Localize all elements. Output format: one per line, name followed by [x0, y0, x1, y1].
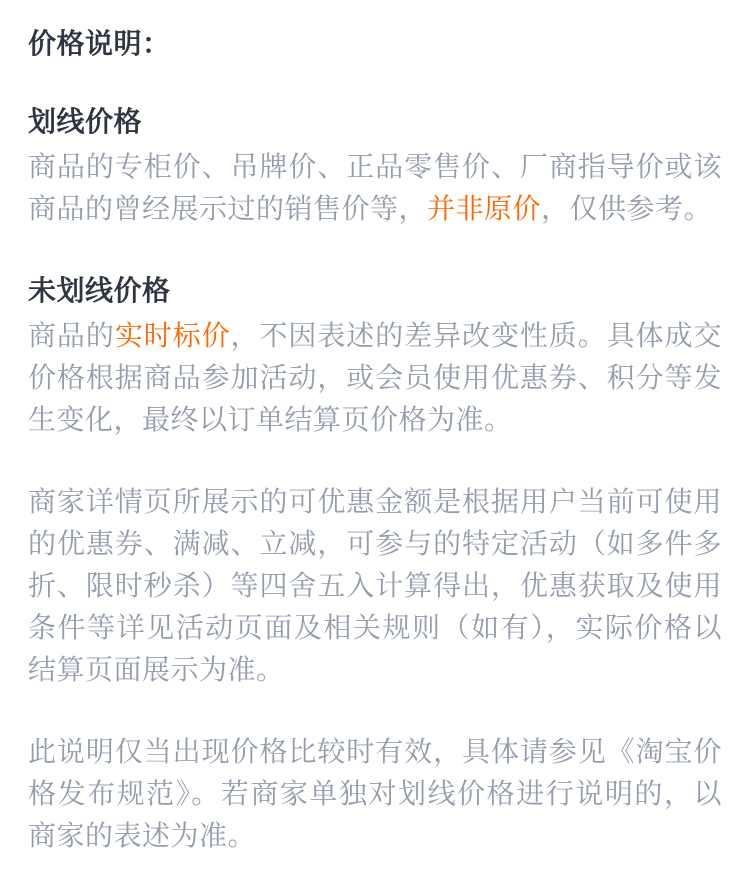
section-strikethrough-price — [28, 101, 722, 230]
section-unmarked-price — [28, 270, 722, 441]
unmarked-price-body — [28, 315, 722, 441]
page-title: 价格说明： — [28, 28, 171, 59]
body-text-before: 商品的 — [28, 320, 115, 351]
body-text-before: 商品的专柜价、吊牌价、正品零售价、厂商指导价或该商品的曾经展示过的销售价等， — [28, 151, 722, 224]
section-discount-calculation — [28, 481, 722, 691]
highlighted-not-original-price-text: 并非原价 — [427, 193, 542, 224]
strikethrough-price-heading: 划线价格 — [28, 106, 143, 137]
body-text-after: ，仅供参考。 — [541, 193, 713, 224]
discount-calculation-body: 商家详情页所展示的可优惠金额是根据用户当前可使用的优惠券、满减、立减，可参与的特定活动（如多件多折、限时秒杀）等四舍五入计算得出，优惠获取及使用条件等详见活动页面及相关规则（如有），实际价格以结算页面展示为准。 — [28, 486, 722, 685]
highlighted-realtime-price-text: 实时标价 — [114, 320, 231, 351]
section-comparison-validity — [28, 731, 722, 857]
strikethrough-price-body — [28, 146, 722, 230]
body-text-after: ，不因表述的差异改变性质。具体成交价格根据商品参加活动，或会员使用优惠券、积分等发生变化，最终以订单结算页价格为准。 — [28, 320, 722, 435]
comparison-validity-body: 此说明仅当出现价格比较时有效，具体请参见《淘宝价格发布规范》。若商家单独对划线价格进行说明的，以商家的表述为准。 — [28, 736, 722, 851]
unmarked-price-heading: 未划线价格 — [28, 275, 171, 306]
